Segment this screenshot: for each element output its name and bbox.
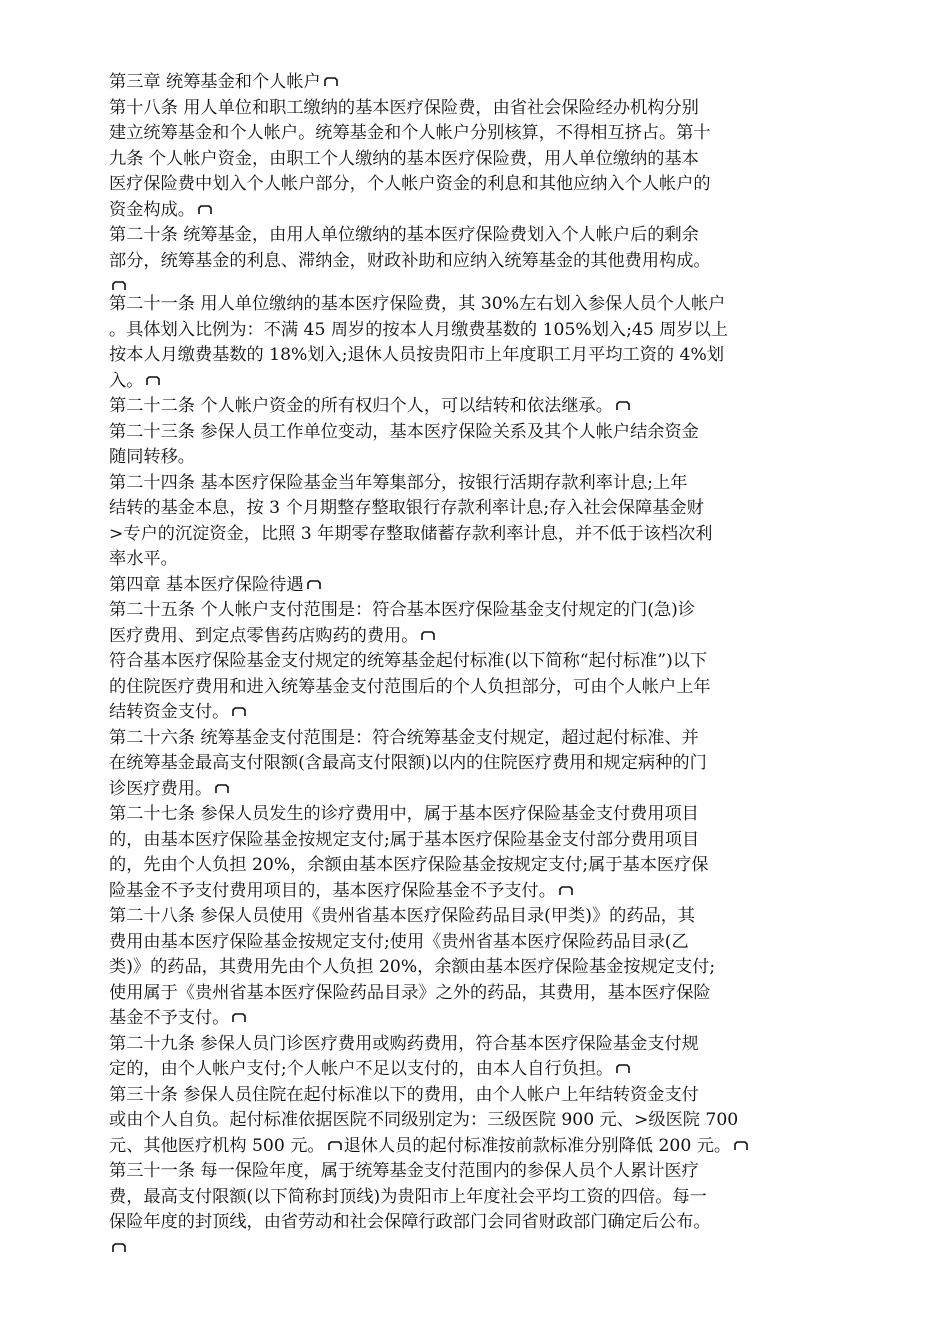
text-line — [109, 318, 789, 344]
paragraph-mark-icon — [146, 378, 162, 386]
line-text: 第四章 基本医疗保险待遇 — [109, 574, 304, 595]
line-text: 第二十二条 个人帐户资金的所有权归个人，可以结转和依法继承。 — [109, 396, 613, 416]
paragraph-mark-icon — [307, 582, 323, 590]
line-text-tail: 退休人员的起付标准按前款标准分别降低 200 元。 — [343, 1135, 732, 1156]
paragraph-mark-icon — [421, 633, 437, 641]
text-line — [109, 249, 789, 275]
line-text: 部分，统筹基金的利息、滞纳金，财政补助和应纳入统筹基金的其他费用构成。 — [109, 250, 711, 271]
paragraph-mark-icon — [324, 79, 340, 87]
line-text: 第二十五条 个人帐户支付范围是：符合基本医疗保险基金支付规定的门(急)诊 — [109, 600, 696, 620]
line-text: 第二十八条 参保人员使用《贵州省基本医疗保险药品目录(甲类)》的药品，其 — [109, 906, 696, 926]
paragraph-mark-icon — [112, 1245, 128, 1253]
text-line — [109, 343, 789, 369]
text-line — [109, 726, 789, 752]
line-text: 率水平。 — [109, 549, 178, 569]
text-line — [109, 274, 789, 292]
line-text: 元、其他医疗机构 500 元。 — [109, 1135, 325, 1156]
paragraph-mark-icon — [112, 283, 128, 291]
paragraph-mark-icon — [328, 1143, 344, 1151]
line-text: 第二十四条 基本医疗保险基金当年筹集部分，按银行活期存款利率计息;上年 — [109, 472, 688, 493]
text-line — [109, 751, 789, 777]
line-text: 类)》的药品，其费用先由个人负担 20%，余额由基本医疗保险基金按规定支付; — [109, 957, 716, 977]
text-line — [109, 955, 789, 981]
text-line — [109, 700, 789, 726]
paragraph-mark-icon — [734, 1143, 750, 1151]
line-text: 第二十九条 参保人员门诊医疗费用或购药费用，符合基本医疗保险基金支付规 — [109, 1033, 699, 1054]
line-text: 第二十六条 统筹基金支付范围是：符合统筹基金支付规定，超过起付标准、并 — [109, 727, 699, 748]
line-text: 第二十一条 用人单位缴纳的基本医疗保险费，其 30%左右划入参保人员个人帐户 — [109, 294, 726, 314]
paragraph-mark-icon — [198, 207, 214, 215]
text-line — [109, 981, 789, 1007]
text-line — [109, 675, 789, 701]
paragraph-mark-icon — [215, 786, 231, 794]
text-line — [109, 96, 789, 122]
text-line — [109, 802, 789, 828]
text-line — [109, 879, 789, 905]
text-line — [109, 573, 789, 599]
line-text: 随同转移。 — [109, 447, 195, 467]
line-text: 第二十条 统筹基金，由用人单位缴纳的基本医疗保险费划入个人帐户后的剩余 — [109, 225, 699, 245]
line-text: 符合基本医疗保险基金支付规定的统筹基金起付标准(以下简称“起付标准”)以下 — [109, 651, 708, 671]
line-text: 第三章 统筹基金和个人帐户 — [109, 72, 321, 92]
text-line — [109, 471, 789, 497]
line-text: 定的，由个人帐户支付;个人帐户不足以支付的，由本人自行负担。 — [109, 1059, 614, 1079]
paragraph-mark-icon — [559, 888, 575, 896]
text-line — [109, 522, 789, 548]
text-line — [109, 1185, 789, 1211]
paragraph-mark-icon — [616, 403, 632, 411]
text-line — [109, 198, 789, 224]
text-line — [109, 1159, 789, 1185]
document-page — [109, 70, 789, 1254]
text-line — [109, 1236, 789, 1254]
text-line — [109, 496, 789, 522]
text-line — [109, 369, 789, 395]
line-text: 按本人月缴费基数的 18%划入;退休人员按贵阳市上年度职工月平均工资的 4%划 — [109, 345, 725, 365]
line-text: 九条 个人帐户资金，由职工个人缴纳的基本医疗保险费，用人单位缴纳的基本 — [109, 148, 699, 169]
line-text: 第二十三条 参保人员工作单位变动，基本医疗保险关系及其个人帐户结余资金 — [109, 421, 699, 442]
line-text: 结转的基金本息，按 3 个月期整存整取银行存款利率计息;存入社会保障基金财 — [109, 498, 704, 518]
text-line — [109, 1210, 789, 1236]
text-line — [109, 394, 789, 420]
text-line — [109, 930, 789, 956]
text-line — [109, 598, 789, 624]
line-text: 险基金不予支付费用项目的，基本医疗保险基金不予支付。 — [109, 880, 556, 901]
line-text: 费，最高支付限额(以下简称封顶线)为贵阳市上年度社会平均工资的四倍。每一 — [109, 1186, 707, 1207]
line-text: 在统筹基金最高支付限额(含最高支付限额)以内的住院医疗费用和规定病种的门 — [109, 753, 707, 773]
line-text: >专户的沉淀资金，比照 3 年期零存整取储蓄存款利率计息，并不低于该档次利 — [109, 523, 713, 544]
paragraph-mark-icon — [232, 709, 248, 717]
line-text: 的，先由个人负担 20%，余额由基本医疗保险基金按规定支付;属于基本医疗保 — [109, 855, 709, 875]
line-text: 使用属于《贵州省基本医疗保险药品目录》之外的药品，其费用，基本医疗保险 — [109, 982, 711, 1003]
text-line — [109, 1057, 789, 1083]
text-line — [109, 649, 789, 675]
text-line — [109, 1083, 789, 1109]
line-text: 。具体划入比例为：不满 45 周岁的按本人月缴费基数的 105%划入;45 周岁以上 — [109, 319, 728, 340]
line-text: 费用由基本医疗保险基金按规定支付;使用《贵州省基本医疗保险药品目录(乙 — [109, 931, 689, 952]
text-line — [109, 853, 789, 879]
text-line — [109, 1006, 789, 1032]
line-text: 的，由基本医疗保险基金按规定支付;属于基本医疗保险基金支付部分费用项目 — [109, 829, 700, 850]
line-text: 建立统筹基金和个人帐户。统筹基金和个人帐户分别核算，不得相互挤占。第十 — [109, 123, 711, 143]
line-text: 第三十条 参保人员住院在起付标准以下的费用，由个人帐户上年结转资金支付 — [109, 1084, 699, 1105]
line-text: 医疗费用、到定点零售药店购药的费用。 — [109, 625, 419, 646]
text-line — [109, 777, 789, 803]
text-line — [109, 547, 789, 573]
text-line — [109, 70, 789, 96]
text-line — [109, 445, 789, 471]
text-line — [109, 172, 789, 198]
line-text: 保险年度的封顶线，由省劳动和社会保障行政部门会同省财政部门确定后公布。 — [109, 1212, 711, 1232]
text-line — [109, 624, 789, 650]
text-line — [109, 904, 789, 930]
line-text: 诊医疗费用。 — [109, 778, 213, 799]
line-text: 资金构成。 — [109, 199, 195, 220]
text-line — [109, 121, 789, 147]
line-text: 第三十一条 每一保险年度，属于统筹基金支付范围内的参保人员个人累计医疗 — [109, 1161, 699, 1181]
text-line — [109, 1032, 789, 1058]
line-text: 医疗保险费中划入个人帐户部分，个人帐户资金的利息和其他应纳入个人帐户的 — [109, 174, 711, 194]
paragraph-mark-icon — [616, 1066, 632, 1074]
text-line — [109, 420, 789, 446]
text-line — [109, 147, 789, 173]
line-text: 的住院医疗费用和进入统筹基金支付范围后的个人负担部分，可由个人帐户上年 — [109, 676, 711, 697]
line-text: 结转资金支付。 — [109, 702, 230, 722]
line-text: 第十八条 用人单位和职工缴纳的基本医疗保险费，由省社会保险经办机构分别 — [109, 97, 699, 118]
paragraph-mark-icon — [232, 1015, 248, 1023]
text-line — [109, 828, 789, 854]
text-line — [109, 292, 789, 318]
text-line — [109, 1134, 789, 1160]
text-line — [109, 223, 789, 249]
text-line — [109, 1108, 789, 1134]
line-text: 第二十七条 参保人员发生的诊疗费用中，属于基本医疗保险基金支付费用项目 — [109, 804, 699, 824]
line-text: 或由个人自负。起付标准依据医院不同级别定为：三级医院 900 元、>级医院 700 — [109, 1110, 739, 1130]
line-text: 基金不予支付。 — [109, 1008, 230, 1028]
line-text: 入。 — [109, 370, 144, 391]
